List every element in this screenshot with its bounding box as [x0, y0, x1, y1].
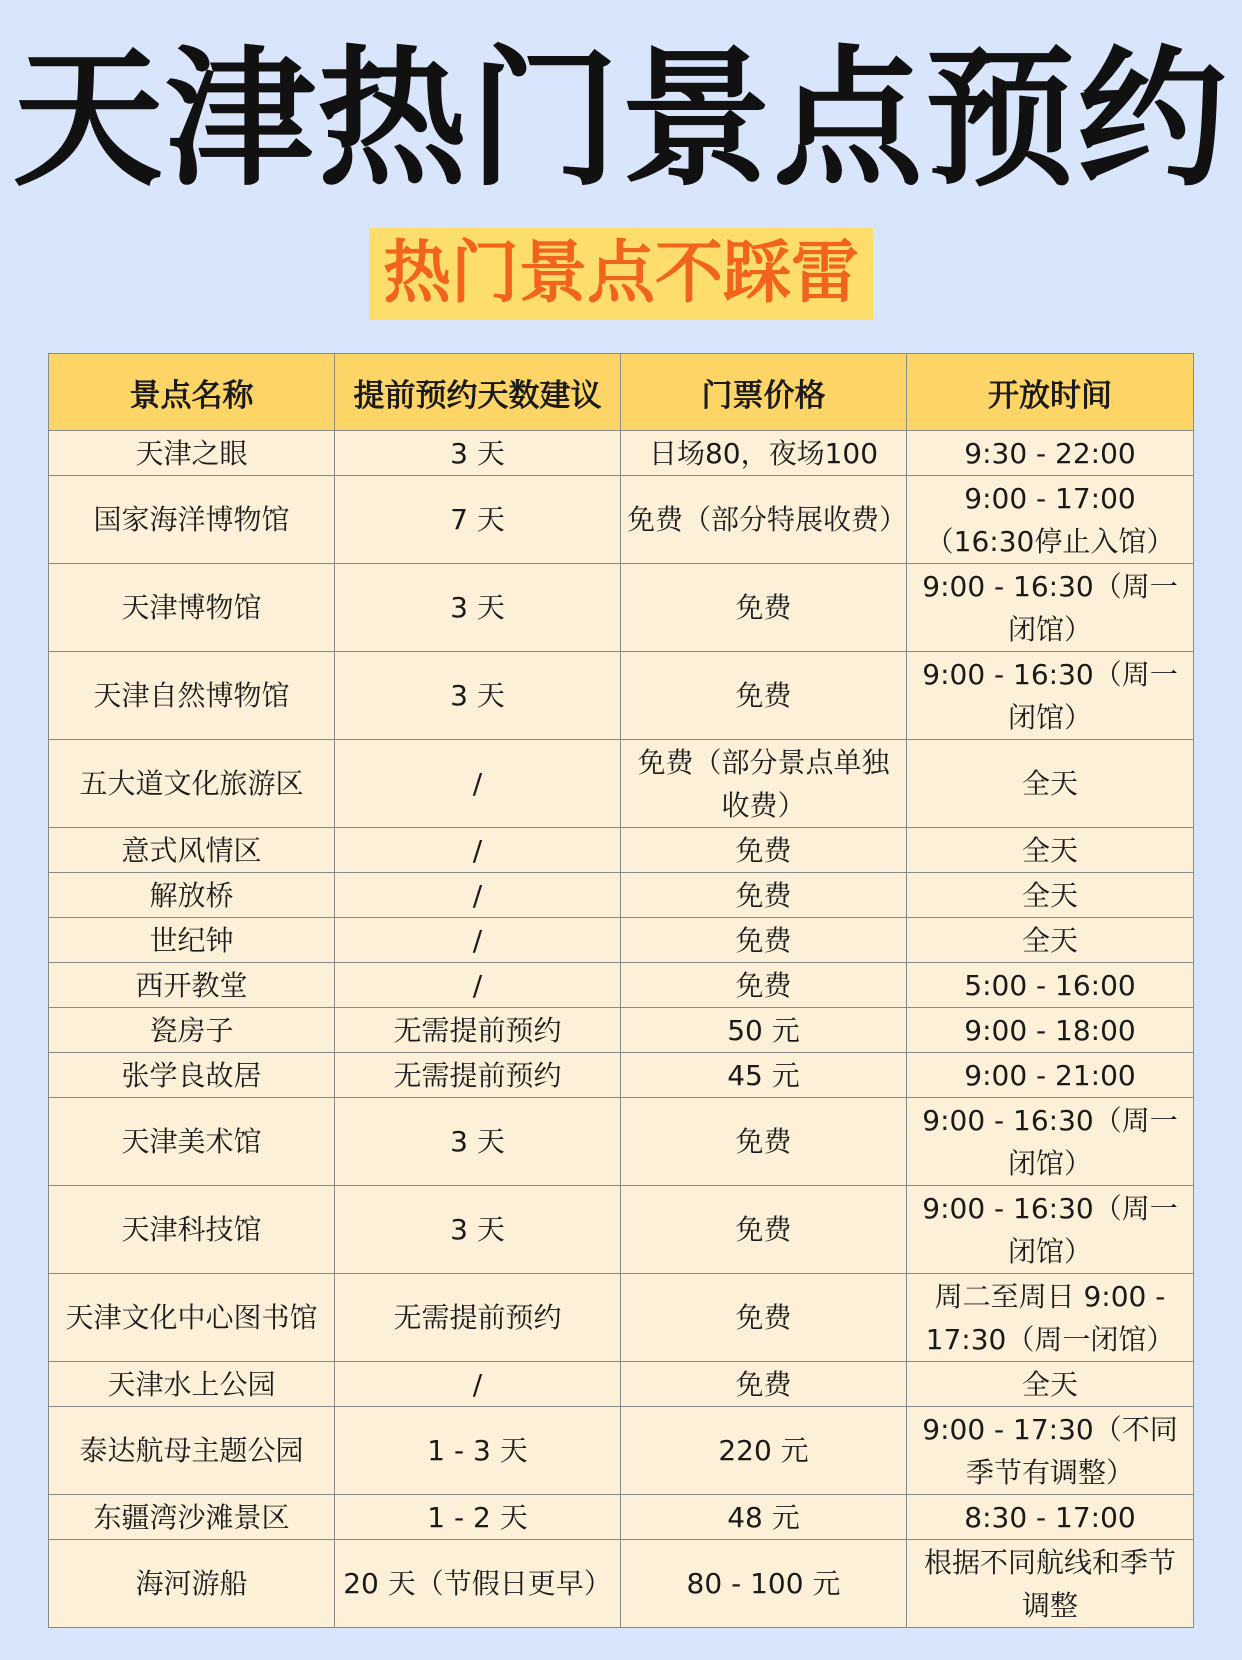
- table-row: [49, 1274, 1194, 1362]
- table-header-row: [49, 354, 1194, 431]
- ticket-price: 免费: [621, 918, 907, 963]
- booking-days: /: [335, 963, 621, 1008]
- attraction-name: 解放桥: [49, 873, 335, 918]
- ticket-price: 日场80，夜场100: [621, 431, 907, 476]
- attraction-name: 天津美术馆: [49, 1098, 335, 1186]
- opening-hours: 全天: [907, 918, 1194, 963]
- table-row: [49, 1098, 1194, 1186]
- table-row: [49, 873, 1194, 918]
- table-row: [49, 918, 1194, 963]
- ticket-price: 45 元: [621, 1053, 907, 1098]
- booking-days: 3 天: [335, 1098, 621, 1186]
- attraction-name: 泰达航母主题公园: [49, 1407, 335, 1495]
- attraction-name: 天津博物馆: [49, 564, 335, 652]
- attraction-name: 天津文化中心图书馆: [49, 1274, 335, 1362]
- attraction-name: 天津水上公园: [49, 1362, 335, 1407]
- header-booking-days: 提前预约天数建议: [335, 354, 621, 431]
- opening-hours: 9:00 - 16:30（周一闭馆）: [907, 1186, 1194, 1274]
- booking-days: 3 天: [335, 431, 621, 476]
- attraction-name: 张学良故居: [49, 1053, 335, 1098]
- ticket-price: 220 元: [621, 1407, 907, 1495]
- attraction-name: 意式风情区: [49, 828, 335, 873]
- ticket-price: 免费: [621, 873, 907, 918]
- page-title: 天津热门景点预约: [12, 33, 1229, 207]
- table-row: [49, 1495, 1194, 1540]
- ticket-price: 免费: [621, 1186, 907, 1274]
- opening-hours: 全天: [907, 740, 1194, 828]
- ticket-price: 50 元: [621, 1008, 907, 1053]
- ticket-price: 免费: [621, 564, 907, 652]
- opening-hours: 9:30 - 22:00: [907, 431, 1194, 476]
- ticket-price: 免费（部分特展收费）: [621, 476, 907, 564]
- ticket-price: 免费: [621, 652, 907, 740]
- table-row: [49, 564, 1194, 652]
- subtitle-banner: [0, 228, 1242, 320]
- opening-hours: 根据不同航线和季节调整: [907, 1540, 1194, 1628]
- ticket-price: 免费: [621, 963, 907, 1008]
- header-ticket-price: 门票价格: [621, 354, 907, 431]
- table-row: [49, 476, 1194, 564]
- attraction-name: 东疆湾沙滩景区: [49, 1495, 335, 1540]
- attraction-name: 瓷房子: [49, 1008, 335, 1053]
- opening-hours: 9:00 - 16:30（周一闭馆）: [907, 1098, 1194, 1186]
- ticket-price: 80 - 100 元: [621, 1540, 907, 1628]
- attraction-name: 世纪钟: [49, 918, 335, 963]
- table-row: [49, 1362, 1194, 1407]
- attraction-name: 天津之眼: [49, 431, 335, 476]
- opening-hours: 8:30 - 17:00: [907, 1495, 1194, 1540]
- booking-days: 无需提前预约: [335, 1053, 621, 1098]
- attraction-name: 天津自然博物馆: [49, 652, 335, 740]
- table-row: [49, 1540, 1194, 1628]
- opening-hours: 9:00 - 18:00: [907, 1008, 1194, 1053]
- table-row: [49, 1008, 1194, 1053]
- table-row: [49, 963, 1194, 1008]
- opening-hours: 9:00 - 21:00: [907, 1053, 1194, 1098]
- ticket-price: 免费: [621, 1098, 907, 1186]
- booking-days: 1 - 3 天: [335, 1407, 621, 1495]
- attraction-name: 海河游船: [49, 1540, 335, 1628]
- booking-days: 无需提前预约: [335, 1008, 621, 1053]
- ticket-price: 免费（部分景点单独收费）: [621, 740, 907, 828]
- ticket-price: 免费: [621, 1274, 907, 1362]
- opening-hours: 9:00 - 16:30（周一闭馆）: [907, 652, 1194, 740]
- table-row: [49, 740, 1194, 828]
- booking-days: /: [335, 740, 621, 828]
- opening-hours: 周二至周日 9:00 - 17:30（周一闭馆）: [907, 1274, 1194, 1362]
- booking-days: /: [335, 873, 621, 918]
- booking-days: 20 天（节假日更早）: [335, 1540, 621, 1628]
- opening-hours: 9:00 - 17:30（不同季节有调整）: [907, 1407, 1194, 1495]
- table-row: [49, 1186, 1194, 1274]
- attraction-name: 国家海洋博物馆: [49, 476, 335, 564]
- opening-hours: 全天: [907, 1362, 1194, 1407]
- booking-days: /: [335, 1362, 621, 1407]
- booking-days: /: [335, 918, 621, 963]
- ticket-price: 48 元: [621, 1495, 907, 1540]
- header-opening-hours: 开放时间: [907, 354, 1194, 431]
- booking-days: 3 天: [335, 652, 621, 740]
- booking-days: 3 天: [335, 564, 621, 652]
- opening-hours: 全天: [907, 828, 1194, 873]
- ticket-price: 免费: [621, 828, 907, 873]
- attraction-name: 五大道文化旅游区: [49, 740, 335, 828]
- booking-days: 3 天: [335, 1186, 621, 1274]
- opening-hours: 5:00 - 16:00: [907, 963, 1194, 1008]
- ticket-price: 免费: [621, 1362, 907, 1407]
- table-row: [49, 1053, 1194, 1098]
- table-row: [49, 431, 1194, 476]
- attractions-table: [48, 353, 1194, 1628]
- booking-days: /: [335, 828, 621, 873]
- attraction-name: 西开教堂: [49, 963, 335, 1008]
- opening-hours: 全天: [907, 873, 1194, 918]
- table-row: [49, 828, 1194, 873]
- booking-days: 1 - 2 天: [335, 1495, 621, 1540]
- table-row: [49, 652, 1194, 740]
- table-row: [49, 1407, 1194, 1495]
- booking-days: 无需提前预约: [335, 1274, 621, 1362]
- header-attraction-name: 景点名称: [49, 354, 335, 431]
- subtitle: 热门景点不踩雷: [369, 228, 873, 320]
- attraction-name: 天津科技馆: [49, 1186, 335, 1274]
- opening-hours: 9:00 - 16:30（周一闭馆）: [907, 564, 1194, 652]
- booking-days: 7 天: [335, 476, 621, 564]
- opening-hours: 9:00 - 17:00（16:30停止入馆）: [907, 476, 1194, 564]
